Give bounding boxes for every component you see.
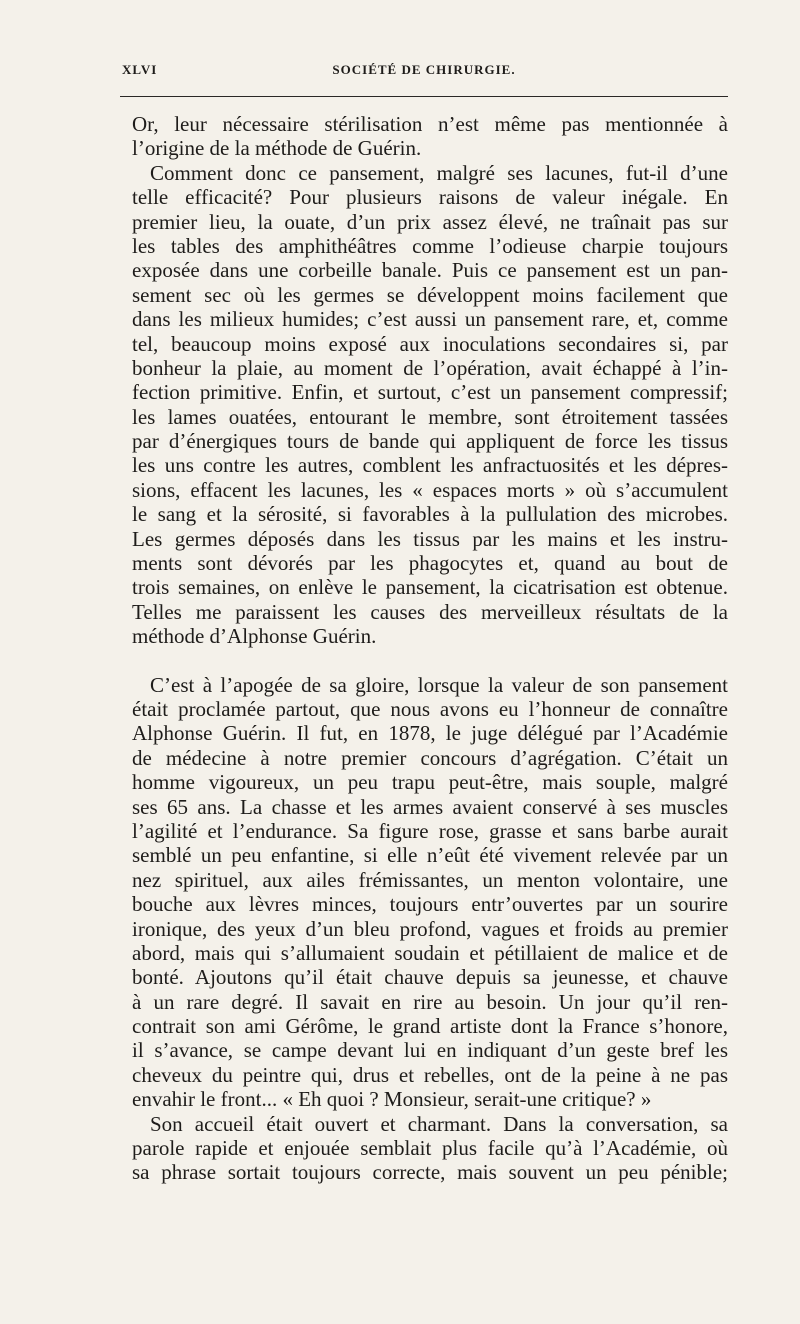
paragraph [132,161,728,649]
text-line: le sang et la sérosité, si favorables à la pullulation des microbes. [132,502,728,527]
body-text [132,112,728,1185]
page-header [120,62,728,86]
text-line: sement sec où les germes se développent moins facilement que [132,282,728,307]
text-line: bonté. Ajoutons qu’il était chauve depuis sa jeunesse, et chauve [132,965,728,990]
text-line: cheveux du peintre qui, drus et rebelles, ont de la peine à ne pas [132,1062,728,1087]
text-line: à un rare degré. Il savait en rire au besoin. Un jour qu’il ren- [132,989,728,1014]
text-line: l’agilité et l’endurance. Sa figure rose, grasse et sans barbe aurait [132,818,728,843]
text-line: envahir le front... « Eh quoi ? Monsieur, serait-une critique? » [132,1087,652,1112]
text-line: trois semaines, on enlève le pansement, la cicatrisation est obtenue. [132,575,728,600]
text-line: exposée dans une corbeille banale. Puis ce pansement est un pan- [132,258,728,283]
text-line: méthode d’Alphonse Guérin. [132,624,377,649]
paragraph-break [132,649,728,673]
text-line: C’est à l’apogée de sa gloire, lorsque la valeur de son pansement [150,672,728,697]
paragraph [132,112,728,161]
page-number: XLVI [122,62,158,77]
paragraph [132,1112,728,1185]
text-line: semblé un peu enfantine, si elle n’eût été vivement relevée par un [132,843,728,868]
text-line: il s’avance, se campe devant lui en indiquant d’un geste bref les [132,1038,728,1063]
text-line: bonheur la plaie, au moment de l’opération, avait échappé à l’in- [132,355,728,380]
text-line: parole rapide et enjouée semblait plus facile qu’à l’Académie, où [132,1136,728,1161]
text-line: les tables des amphithéâtres comme l’odieuse charpie toujours [132,233,728,258]
text-line: par d’énergiques tours de bande qui appliquent de force les tissus [132,429,728,454]
text-line: homme vigoureux, un peu trapu peut-être, mais souple, malgré [132,770,728,795]
text-line: sa phrase sortait toujours correcte, mais souvent un peu pénible; [132,1160,728,1185]
text-line: abord, mais qui s’allumaient soudain et pétillaient de malice et de [132,940,728,965]
text-line: de médecine à notre premier concours d’agrégation. C’était un [132,745,728,770]
text-line: telle efficacité? Pour plusieurs raisons de valeur inégale. En [132,185,728,210]
text-line: premier lieu, la ouate, d’un prix assez élevé, ne traînait pas sur [132,209,728,234]
text-line: l’origine de la méthode de Guérin. [132,136,422,161]
text-line: Or, leur nécessaire stérilisation n’est même pas mentionnée à [132,112,728,136]
text-line: ments sont dévorés par les phagocytes et, quand au bout de [132,551,728,576]
text-line: nez spirituel, aux ailes frémissantes, un menton volontaire, une [132,867,728,892]
text-line: dans les milieux humides; c’est aussi un pansement rare, et, comme [132,307,728,332]
text-line: bouche aux lèvres minces, toujours entr’ouvertes par un sourire [132,892,728,917]
text-line: contrait son ami Gérôme, le grand artiste dont la France s’honore, [132,1014,728,1039]
text-line: les uns contre les autres, comblent les anfractuosités et les dépres- [132,453,728,478]
paragraph [132,673,728,1112]
text-line: Comment donc ce pansement, malgré ses lacunes, fut-il d’une [150,160,728,185]
text-line: Alphonse Guérin. Il fut, en 1878, le juge délégué par l’Académie [132,721,728,746]
text-line: les lames ouatées, entourant le membre, sont étroitement tassées [132,404,728,429]
text-line: était proclamée partout, que nous avons eu l’honneur de connaître [132,696,728,721]
text-line: Les germes déposés dans les tissus par les mains et les instru- [132,526,728,551]
text-line: ironique, des yeux d’un bleu profond, vagues et froids au premier [132,916,728,941]
running-title: SOCIÉTÉ DE CHIRURGIE. [332,62,516,77]
text-line: Telles me paraissent les causes des merveilleux résultats de la [132,599,728,624]
text-line: tel, beaucoup moins exposé aux inoculations secondaires si, par [132,331,728,356]
text-line: Son accueil était ouvert et charmant. Dans la conversation, sa [150,1111,728,1136]
text-line: sions, effacent les lacunes, les « espaces morts » où s’accumulent [132,477,728,502]
text-line: fection primitive. Enfin, et surtout, c’est un pansement compressif; [132,380,728,405]
header-rule [120,96,728,97]
text-line: ses 65 ans. La chasse et les armes avaient conservé à ses muscles [132,794,728,819]
